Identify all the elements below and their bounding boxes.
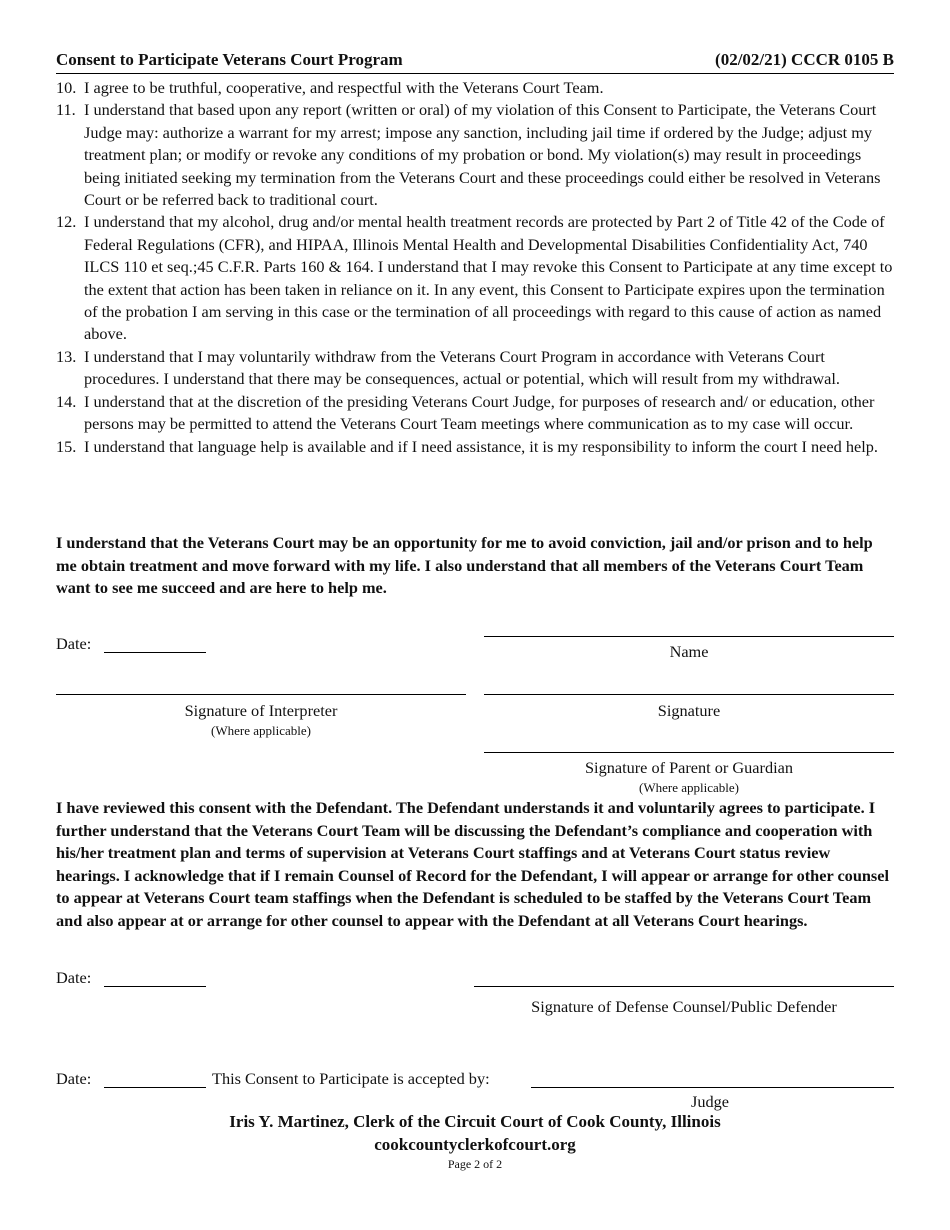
- form-code: (02/02/21) CCCR 0105 B: [715, 50, 894, 69]
- signature-field[interactable]: [484, 694, 894, 695]
- date-field[interactable]: [104, 652, 206, 653]
- header-divider: [56, 73, 894, 74]
- list-item: [56, 77, 894, 99]
- item-text: I understand that I may voluntarily withdraw from the Veterans Court Program in accordance with Veterans Court procedures. I understand that there may be consequences, actual or potential, which will result from my withdrawal.: [84, 346, 840, 389]
- item-text: I understand that at the discretion of the presiding Veterans Court Judge, for purposes of research and/ or education, other persons may be permitted to attend the Veterans Court Team meetings where communication as to my case will occur.: [84, 391, 875, 434]
- counsel-date-label: Date:: [56, 968, 92, 987]
- guardian-signature-label: Signature of Parent or Guardian: [585, 758, 793, 777]
- name-field[interactable]: [484, 636, 894, 637]
- defendant-statement: I understand that the Veterans Court may be an opportunity for me to avoid conviction, jail and/or prison and to help me obtain treatment and move forward with my life. I also understand that all members of the Veterans Court Team want to see me succeed and are here to help me.: [56, 533, 873, 597]
- guardian-note: (Where applicable): [639, 780, 739, 795]
- list-item: [56, 346, 894, 391]
- interpreter-note: (Where applicable): [211, 723, 311, 738]
- counsel-statement: I have reviewed this consent with the Defendant. The Defendant understands it and voluntarily agrees to participate. I further understand that the Veterans Court Team will be discussing the Defendant’s compliance and cooperation with his/her treatment plan and terms of supervision at Veterans Court staffings and at Veterans Court status review hearings. I acknowledge that if I remain Counsel of Record for the Defendant, I will appear or arrange for other counsel to appear at Veterans Court team staffings when the Defendant is scheduled to be staffed by the Veterans Court Team and also appear at or arrange for other counsel to appear with the Defendant at all Veterans Court hearings.: [56, 798, 890, 930]
- list-item: [56, 99, 894, 211]
- item-number: 14.: [56, 391, 77, 411]
- interpreter-signature-field[interactable]: [56, 694, 466, 695]
- counsel-signature-label: Signature of Defense Counsel/Public Defender: [531, 997, 837, 1016]
- interpreter-signature-label: Signature of Interpreter: [184, 701, 338, 720]
- clerk-name: Iris Y. Martinez, Clerk of the Circuit Court of Cook County, Illinois: [229, 1112, 721, 1131]
- item-text: I understand that my alcohol, drug and/or mental health treatment records are protected by Part 2 of Title 42 of the Code of Federal Regulations (CFR), and HIPAA, Illinois Mental Health and Developmental Disabilities Confidentiality Act, 740 ILCS 110 et seq.;45 C.F.R. Parts 160 & 164. I understand that I may revoke this Consent to Participate at any time except to the extent that action has been taken in reliance on it. In any event, this Consent to Participate expires upon the termination of the probation I am serving in this case or the termination of all proceedings with regard to this cause of action as named above.: [84, 212, 893, 344]
- item-number: 11.: [56, 100, 76, 120]
- clerk-website: cookcountyclerkofcourt.org: [374, 1135, 576, 1154]
- item-number: 13.: [56, 346, 77, 366]
- signature-label: Signature: [657, 701, 721, 720]
- page-number: Page 2 of 2: [447, 1157, 503, 1171]
- item-number: 15.: [56, 436, 77, 456]
- item-number: 12.: [56, 212, 77, 232]
- consent-items-list: [56, 77, 894, 458]
- item-text: I agree to be truthful, cooperative, and respectful with the Veterans Court Team.: [84, 78, 604, 97]
- counsel-date-field[interactable]: [104, 986, 206, 987]
- name-label: Name: [669, 642, 709, 661]
- list-item: [56, 436, 894, 458]
- form-title: Consent to Participate Veterans Court Program: [56, 50, 403, 69]
- accept-date-field[interactable]: [104, 1087, 206, 1088]
- accept-date-label: Date:: [56, 1069, 92, 1088]
- accepted-by-text: This Consent to Participate is accepted by:: [212, 1069, 490, 1088]
- judge-signature-field[interactable]: [531, 1087, 894, 1088]
- list-item: [56, 211, 894, 345]
- item-number: 10.: [56, 78, 77, 97]
- judge-label: Judge: [691, 1092, 729, 1111]
- date-label: Date:: [56, 634, 92, 653]
- item-text: I understand that based upon any report (written or oral) of my violation of this Consent to Participate, the Veterans Court Judge may: authorize a warrant for my arrest; impose any sanction, including jail time if ordered by the Judge; adjust my treatment plan; or modify or revoke any conditions of my probation or bond. My violation(s) may result in proceedings being initiated seeking my termination from the Veterans Court and these proceedings could either be resolved in Veterans Court or be referred back to traditional court.: [84, 100, 881, 210]
- list-item: [56, 391, 894, 436]
- guardian-signature-field[interactable]: [484, 752, 894, 753]
- item-text: I understand that language help is available and if I need assistance, it is my responsibility to inform the court I need help.: [84, 436, 878, 456]
- counsel-signature-field[interactable]: [474, 986, 894, 987]
